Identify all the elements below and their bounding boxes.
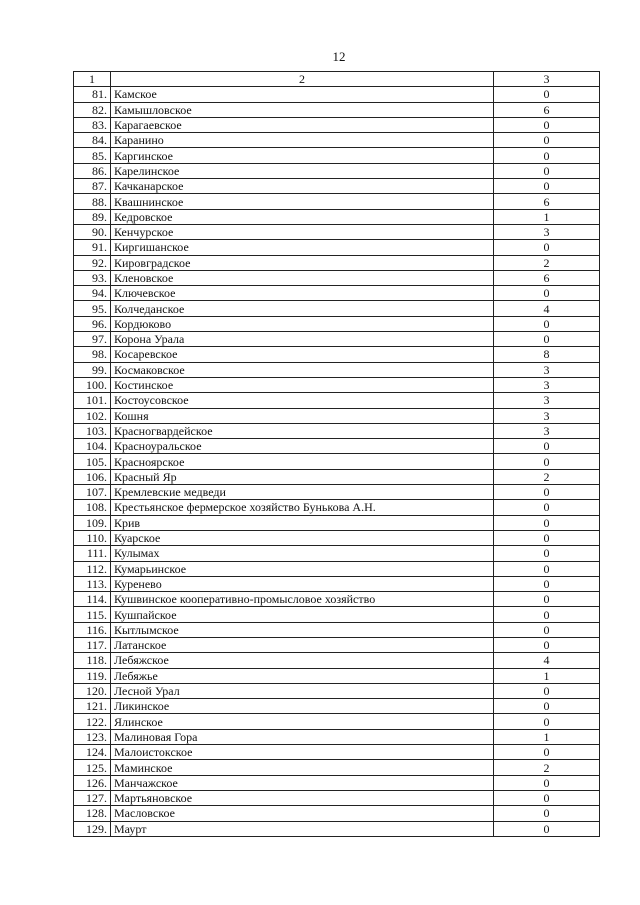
row-name: Кумарьинское	[111, 561, 494, 576]
table-row	[74, 316, 600, 331]
row-name: Кошня	[111, 408, 494, 423]
header-col-3: 3	[494, 72, 600, 87]
row-value: 0	[494, 133, 600, 148]
row-number: 112.	[74, 561, 111, 576]
row-number: 129.	[74, 821, 111, 836]
row-name: Красноуральское	[111, 439, 494, 454]
row-name: Кленовское	[111, 270, 494, 285]
row-value: 0	[494, 485, 600, 500]
row-value: 3	[494, 393, 600, 408]
table-row	[74, 224, 600, 239]
row-name: Куренево	[111, 576, 494, 591]
table-row	[74, 393, 600, 408]
row-number: 101.	[74, 393, 111, 408]
row-number: 88.	[74, 194, 111, 209]
row-name: Кушпайское	[111, 607, 494, 622]
row-number: 125.	[74, 760, 111, 775]
row-name: Красногвардейское	[111, 423, 494, 438]
row-number: 102.	[74, 408, 111, 423]
row-value: 3	[494, 362, 600, 377]
row-value: 1	[494, 729, 600, 744]
row-value: 0	[494, 163, 600, 178]
table-row	[74, 377, 600, 392]
page-number: 12	[332, 49, 346, 64]
row-number: 81.	[74, 87, 111, 102]
row-number: 115.	[74, 607, 111, 622]
row-value: 0	[494, 530, 600, 545]
table-row	[74, 760, 600, 775]
table-row	[74, 332, 600, 347]
row-name: Ялинское	[111, 714, 494, 729]
row-name: Корона Урала	[111, 332, 494, 347]
row-number: 84.	[74, 133, 111, 148]
row-name: Камское	[111, 87, 494, 102]
row-name: Ликинское	[111, 699, 494, 714]
table-row	[74, 87, 600, 102]
row-name: Качканарское	[111, 179, 494, 194]
row-name: Косаревское	[111, 347, 494, 362]
table-row	[74, 485, 600, 500]
row-name: Карелинское	[111, 163, 494, 178]
row-value: 3	[494, 224, 600, 239]
row-number: 111.	[74, 546, 111, 561]
row-name: Малиновая Гора	[111, 729, 494, 744]
row-value: 0	[494, 500, 600, 515]
header-col-2: 2	[111, 72, 494, 87]
row-number: 110.	[74, 530, 111, 545]
row-name: Костоусовское	[111, 393, 494, 408]
table-row	[74, 255, 600, 270]
row-number: 109.	[74, 515, 111, 530]
row-value: 0	[494, 561, 600, 576]
row-name: Каргинское	[111, 148, 494, 163]
row-value: 2	[494, 255, 600, 270]
row-value: 3	[494, 423, 600, 438]
table-row	[74, 561, 600, 576]
row-name: Ключевское	[111, 286, 494, 301]
row-number: 124.	[74, 745, 111, 760]
table-row	[74, 714, 600, 729]
row-number: 126.	[74, 775, 111, 790]
data-table	[73, 71, 600, 837]
row-value: 0	[494, 592, 600, 607]
row-value: 0	[494, 515, 600, 530]
row-value: 0	[494, 699, 600, 714]
row-value: 6	[494, 194, 600, 209]
row-name: Кенчурское	[111, 224, 494, 239]
table-row	[74, 117, 600, 132]
row-value: 0	[494, 745, 600, 760]
row-number: 118.	[74, 653, 111, 668]
table-row	[74, 286, 600, 301]
row-name: Лебяжское	[111, 653, 494, 668]
row-value: 1	[494, 668, 600, 683]
row-number: 98.	[74, 347, 111, 362]
row-name: Космаковское	[111, 362, 494, 377]
row-name: Киргишанское	[111, 240, 494, 255]
row-number: 120.	[74, 683, 111, 698]
table-row	[74, 683, 600, 698]
row-name: Крив	[111, 515, 494, 530]
row-value: 0	[494, 117, 600, 132]
table-row	[74, 102, 600, 117]
row-name: Латанское	[111, 637, 494, 652]
row-number: 97.	[74, 332, 111, 347]
row-value: 2	[494, 760, 600, 775]
row-value: 0	[494, 637, 600, 652]
table-row	[74, 622, 600, 637]
table-row	[74, 194, 600, 209]
row-number: 103.	[74, 423, 111, 438]
row-number: 128.	[74, 806, 111, 821]
table-row	[74, 179, 600, 194]
table-row	[74, 775, 600, 790]
table-row	[74, 729, 600, 744]
row-name: Колчеданское	[111, 301, 494, 316]
row-value: 8	[494, 347, 600, 362]
row-name: Манчажское	[111, 775, 494, 790]
row-number: 108.	[74, 500, 111, 515]
row-value: 3	[494, 408, 600, 423]
row-number: 114.	[74, 592, 111, 607]
table-row	[74, 745, 600, 760]
table-row	[74, 515, 600, 530]
row-name: Камышловское	[111, 102, 494, 117]
row-number: 83.	[74, 117, 111, 132]
row-number: 123.	[74, 729, 111, 744]
row-name: Лесной Урал	[111, 683, 494, 698]
row-value: 6	[494, 102, 600, 117]
row-number: 113.	[74, 576, 111, 591]
row-number: 122.	[74, 714, 111, 729]
row-number: 89.	[74, 209, 111, 224]
table-row	[74, 454, 600, 469]
row-number: 116.	[74, 622, 111, 637]
row-value: 0	[494, 622, 600, 637]
table-row	[74, 148, 600, 163]
row-number: 105.	[74, 454, 111, 469]
table-row	[74, 163, 600, 178]
table-row	[74, 209, 600, 224]
row-name: Кедровское	[111, 209, 494, 224]
row-value: 0	[494, 286, 600, 301]
table-row	[74, 821, 600, 836]
row-name: Красноярское	[111, 454, 494, 469]
row-name: Кушвинское кооперативно-промысловое хозяйство	[111, 592, 494, 607]
row-value: 0	[494, 806, 600, 821]
row-value: 0	[494, 790, 600, 805]
row-number: 95.	[74, 301, 111, 316]
row-name: Маурт	[111, 821, 494, 836]
table-row	[74, 240, 600, 255]
row-number: 96.	[74, 316, 111, 331]
row-name: Кытлымское	[111, 622, 494, 637]
table-body	[74, 72, 600, 837]
table-row	[74, 668, 600, 683]
table-row	[74, 546, 600, 561]
row-number: 104.	[74, 439, 111, 454]
row-name: Крестьянское фермерское хозяйство Бунькова А.Н.	[111, 500, 494, 515]
row-number: 119.	[74, 668, 111, 683]
row-value: 2	[494, 469, 600, 484]
row-name: Карагаевское	[111, 117, 494, 132]
row-value: 0	[494, 576, 600, 591]
table-row	[74, 530, 600, 545]
row-number: 99.	[74, 362, 111, 377]
row-name: Масловское	[111, 806, 494, 821]
row-value: 0	[494, 87, 600, 102]
row-name: Каранино	[111, 133, 494, 148]
table-row	[74, 423, 600, 438]
row-name: Куарское	[111, 530, 494, 545]
row-number: 106.	[74, 469, 111, 484]
row-value: 0	[494, 148, 600, 163]
row-value: 0	[494, 546, 600, 561]
row-number: 117.	[74, 637, 111, 652]
row-value: 0	[494, 439, 600, 454]
table-row	[74, 607, 600, 622]
row-name: Квашнинское	[111, 194, 494, 209]
row-value: 0	[494, 683, 600, 698]
row-number: 85.	[74, 148, 111, 163]
table-row	[74, 699, 600, 714]
row-number: 91.	[74, 240, 111, 255]
row-name: Мартьяновское	[111, 790, 494, 805]
table-row	[74, 500, 600, 515]
table-row	[74, 439, 600, 454]
row-number: 127.	[74, 790, 111, 805]
row-value: 0	[494, 240, 600, 255]
row-number: 92.	[74, 255, 111, 270]
row-number: 82.	[74, 102, 111, 117]
table-row	[74, 469, 600, 484]
row-value: 0	[494, 332, 600, 347]
table-row	[74, 362, 600, 377]
table-row	[74, 790, 600, 805]
row-name: Маминское	[111, 760, 494, 775]
row-value: 6	[494, 270, 600, 285]
table-row	[74, 408, 600, 423]
row-name: Кировградское	[111, 255, 494, 270]
row-name: Лебяжье	[111, 668, 494, 683]
row-value: 1	[494, 209, 600, 224]
row-value: 3	[494, 377, 600, 392]
table-row	[74, 347, 600, 362]
row-name: Кулымах	[111, 546, 494, 561]
table-row	[74, 576, 600, 591]
row-value: 0	[494, 714, 600, 729]
row-value: 4	[494, 301, 600, 316]
table-row	[74, 637, 600, 652]
row-name: Костинское	[111, 377, 494, 392]
row-value: 0	[494, 454, 600, 469]
row-number: 107.	[74, 485, 111, 500]
table-header-row	[74, 72, 600, 87]
row-value: 0	[494, 316, 600, 331]
row-value: 0	[494, 775, 600, 790]
row-number: 87.	[74, 179, 111, 194]
table-row	[74, 592, 600, 607]
row-number: 100.	[74, 377, 111, 392]
table-row	[74, 270, 600, 285]
row-number: 86.	[74, 163, 111, 178]
table-row	[74, 133, 600, 148]
row-value: 0	[494, 607, 600, 622]
row-name: Малоистокское	[111, 745, 494, 760]
row-value: 4	[494, 653, 600, 668]
row-number: 121.	[74, 699, 111, 714]
table-row	[74, 806, 600, 821]
header-col-1: 1	[74, 72, 111, 87]
row-name: Кордюково	[111, 316, 494, 331]
table-row	[74, 653, 600, 668]
table-row	[74, 301, 600, 316]
row-value: 0	[494, 179, 600, 194]
row-name: Кремлевские медведи	[111, 485, 494, 500]
row-number: 94.	[74, 286, 111, 301]
row-value: 0	[494, 821, 600, 836]
row-number: 90.	[74, 224, 111, 239]
row-name: Красный Яр	[111, 469, 494, 484]
row-number: 93.	[74, 270, 111, 285]
